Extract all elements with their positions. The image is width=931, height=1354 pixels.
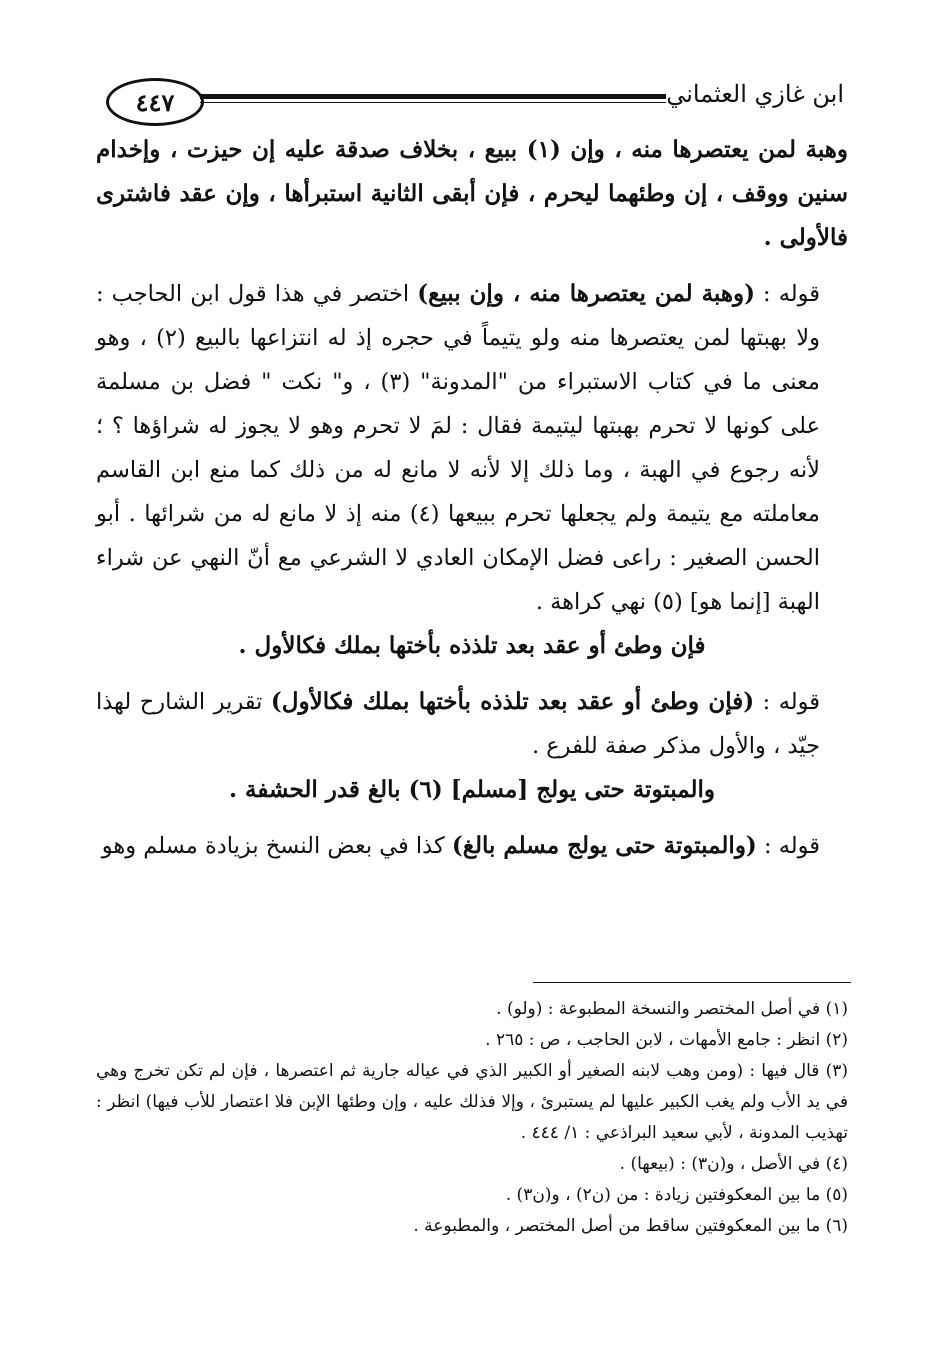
commentary-quote: (فإن وطئ أو عقد بعد تلذذه بأختها بملك فكالأول) (270, 688, 755, 715)
footnotes (96, 994, 848, 1242)
commentary-text: كذا في بعض النسخ بزيادة مسلم وهو (101, 833, 452, 859)
header-rule (200, 94, 666, 103)
footnote-5: (٥) ما بين المعكوفتين زيادة : من (ن٢) ، و(ن٣) . (505, 1185, 848, 1205)
footnote-6: (٦) ما بين المعكوفتين ساقط من أصل المختصر ، والمطبوعة . (413, 1216, 848, 1236)
commentary-text: اختصر في هذا قول ابن الحاجب : ولا بهبتها لمن يعتصرها منه ولو يتيماً في حجره إذ له انتزاعها بالبيع (٢) ، وهو معنى ما في كتاب الاستبراء من "المدونة" (٣) ، و" نكت " فضل بن مسلمة على كونها لا تحرم بهبتها ليتيمة فقال : لمَ لا تحرم وهو لا يجوز له شراؤها ؟ ؛ لأنه رجوع في الهبة ، وما ذلك إلا لأنه لا مانع له من ذلك كما منع ابن القاسم معاملته مع يتيمة ولم يجعلها تحرم ببيعها (٤) منه إذ لا مانع له من شرائها . أبو الحسن الصغير : راعى فضل الإمكان العادي لا الشرعي مع أنّ النهي عن شراء الهبة [إنما هو] (٥) نهي كراهة . (96, 281, 821, 615)
main-text (96, 128, 848, 868)
commentary-lead: قوله : (754, 689, 820, 715)
footnote-1: (١) في أصل المختصر والنسخة المطبوعة : (ولو) . (496, 999, 848, 1019)
running-title: ابن غازي العثماني (666, 80, 844, 108)
commentary-text: تقرير الشارح لهذا جيّد ، والأول مذكر صفة للفرع . (96, 689, 820, 759)
commentary-paragraph-3 (96, 824, 848, 868)
commentary-paragraph-1 (96, 272, 848, 624)
footnote-separator (533, 982, 851, 983)
commentary-quote: (والمبتوتة حتى يولج مسلم بالغ) (451, 832, 757, 859)
footnote-4: (٤) في الأصل ، و(ن٣) : (بيعها) . (619, 1154, 848, 1174)
page-header (96, 62, 844, 132)
footnote-2: (٢) انظر : جامع الأمهات ، لابن الحاجب ، ص : ٢٦٥ . (485, 1030, 848, 1050)
footnote-3: (٣) قال فيها : (ومن وهب لابنه الصغير أو الكبير الذي في عياله جارية ثم اعتصرها ، فإن لم تكن تخرج وهي في يد الأب ولم يغب الكبير عليها لم يستبرئ ، وإلا فذلك عليه ، وإن وطئها الإبن فلا اعتصار للأب فيها) انظر : تهذيب المدونة ، لأبي سعيد البراذعي : ١/ ٤٤٤ . (96, 1061, 848, 1143)
page-number: ٤٤٧ (106, 78, 204, 126)
matn-passage-3: والمبتوتة حتى يولج [مسلم] (٦) بالغ قدر الحشفة . (228, 776, 716, 803)
commentary-quote: (وهبة لمن يعتصرها منه ، وإن ببيع) (417, 280, 755, 307)
matn-passage-2: فإن وطئ أو عقد بعد تلذذه بأختها بملك فكالأول . (238, 632, 706, 659)
matn-passage-1: وهبة لمن يعتصرها منه ، وإن (١) ببيع ، بخلاف صدقة عليه إن حيزت ، وإخدام سنين ووقف ، إن وطئهما ليحرم ، فإن أبقى الثانية استبرأها ، وإن عقد فاشترى فالأولى . (96, 136, 849, 251)
commentary-paragraph-2 (96, 680, 848, 768)
commentary-lead: قوله : (756, 833, 820, 859)
commentary-lead: قوله : (754, 281, 820, 307)
